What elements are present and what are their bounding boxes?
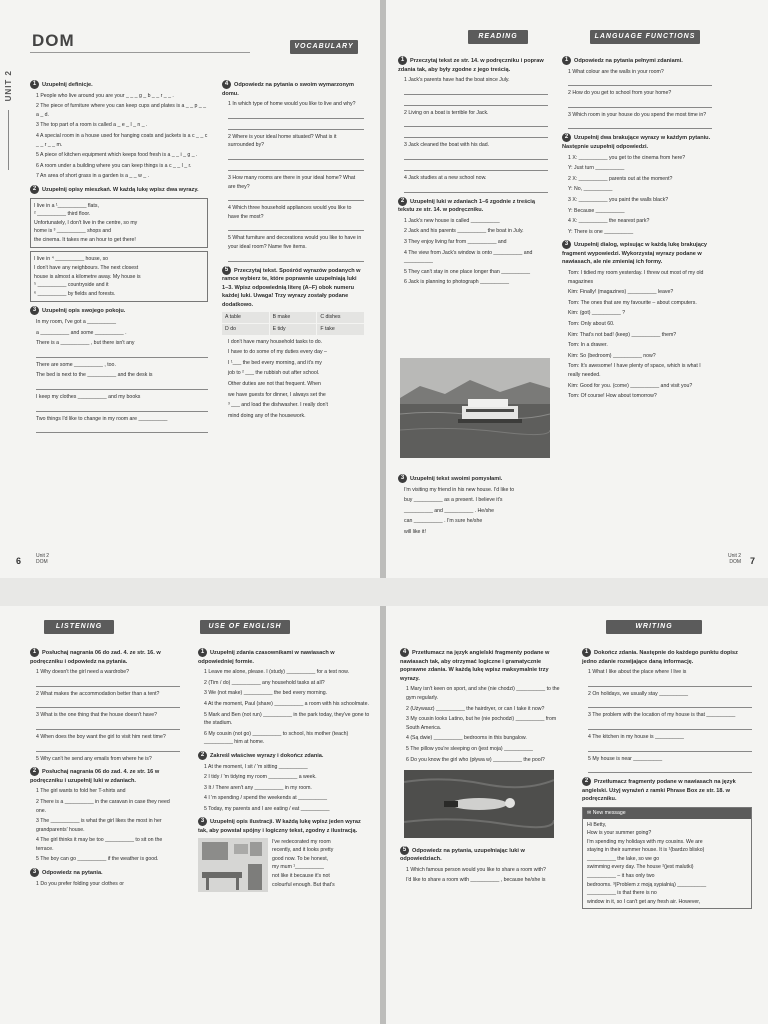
email-line: staying in their summer house. It is ¹(bardzo blisko) <box>587 847 705 854</box>
exercise-5-instruction: 5 Przeczytaj tekst. Spośród wyrazów podanych w ramce wybierz te, które poprawnie uzupełniają luki 1–3. Wpisz odpowiednią literę (A–F) obok numeru każdej luki. Uwaga! Trzy wyrazy zostały podane dodatkowo. <box>222 266 361 308</box>
answer-line[interactable] <box>36 382 208 390</box>
writing-ex2-instruction: 2 Przetłumacz fragmenty podane w nawiasach na język angielski. Użyj wyrażeń z ramki Phrase Box ze str. 18. w podręczniku. <box>582 778 736 803</box>
exercise-line[interactable]: 6 A room under a building where you can keep things is a c _ _ l _ r. <box>36 162 192 169</box>
question: 1 Which famous person would you like to share a room with? <box>406 866 546 873</box>
answer-line[interactable] <box>36 700 180 708</box>
folio: Unit 2 DOM <box>36 553 50 565</box>
lf-ex1-instruction: 1 Odpowiedz na pytania pełnymi zdaniami. <box>562 56 712 66</box>
sentence[interactable]: 2 I tidy / 'm tidying my room __________ a week. <box>204 774 317 781</box>
sentence: 2 Living on a boat is terrible for Jack. <box>404 109 489 116</box>
question: 1 Why doesn't the girl need a wardrobe? <box>36 669 129 676</box>
sentence[interactable]: 4 At the moment, Paul (share) __________ a room with his schoolmate. <box>204 700 369 707</box>
sentence[interactable]: 4 The kitchen in my house is __________ <box>588 733 684 740</box>
dialogue-line: Tom: In a drawer. <box>568 342 608 349</box>
unit-side-label: UNIT 2 <box>4 70 13 102</box>
dialogue-line[interactable]: 1 X: __________ you get to the cinema from here? <box>568 154 686 161</box>
box-line[interactable]: I live in a ¹__________ flats, <box>34 202 99 209</box>
sentence[interactable]: 2 (Używasz) __________ the hairdryer, or can I take it now? <box>406 705 545 712</box>
option: E tidy <box>270 324 317 335</box>
sentence[interactable]: 5 They can't stay in one place longer than __________ <box>404 268 531 275</box>
email-line: Hi Betty, <box>587 821 607 828</box>
writing-ex1-instruction: 1 Dokończ zdania. Następnie do każdego punktu dopisz jedno zdanie rozwijające daną informację. <box>582 649 738 665</box>
unit-side-rule <box>8 110 9 170</box>
exercise-line[interactable]: 3 The top part of a room is called a _ e _ l _ n _ . <box>36 122 148 129</box>
reading-ex3-instruction: 3 Uzupełnij tekst swoimi pomysłami. <box>398 474 548 484</box>
dialogue-line[interactable]: Kim: (got) __________ ? <box>568 310 626 317</box>
text-line: colourful enough. But that's <box>272 881 335 888</box>
uoe-ex3-body <box>198 838 370 892</box>
question: 5 Why can't he send any emails from where he is? <box>36 755 152 762</box>
email-line: window in it, so I can't get any fresh air. However, <box>587 898 701 905</box>
answer-line[interactable] <box>36 744 180 752</box>
exercise-line[interactable]: 7 An area of short grass in a garden is a _ _ w _ . <box>36 173 150 180</box>
exercise-line[interactable]: Two things I'd like to change in my room are __________ <box>36 415 168 422</box>
answer-line[interactable] <box>404 119 548 127</box>
page9-right-column <box>582 644 752 909</box>
text-line: I've redecorated my room <box>272 838 331 845</box>
sentence[interactable]: 1 Jack's new house is called __________ <box>404 217 500 224</box>
page-title: DOM <box>32 31 75 50</box>
text-line: good now. To be honest, <box>272 855 329 862</box>
answer-line[interactable] <box>404 185 548 193</box>
dialogue-line[interactable]: Kim: Good for you. (come) __________ and visit you? <box>568 382 693 389</box>
text-line[interactable]: ³ ___ and load the dishwasher. I really don't <box>228 402 328 409</box>
sentence[interactable]: I'd like to share a room with __________ , because he/she is <box>406 877 546 884</box>
exercise-line[interactable]: I keep my clothes __________ and my books <box>36 393 141 400</box>
answer-line[interactable] <box>568 78 712 86</box>
uoe-ex3-text <box>272 838 335 892</box>
reading-banner: READING <box>468 30 528 44</box>
exercise-3-instruction: 3 Uzupełnij opis swojego pokoju. <box>30 306 208 316</box>
answer-line[interactable] <box>568 121 712 129</box>
answer-line[interactable] <box>404 130 548 138</box>
option: C dishes <box>317 312 364 323</box>
uoe-ex4-instruction: 4 Przetłumacz na język angielski fragmenty podane w nawiasach tak, aby otrzymać logiczne i gramatycznie poprawne zdania. W każdą lukę wpisz maksymalnie trzy wyrazy. <box>400 649 550 682</box>
dialogue-line: Tom: Only about 60. <box>568 321 615 328</box>
exercise-line[interactable]: 4 A special room in a house used for hanging coats and jackets is a c _ _ c _ _ r _ _ m. <box>36 132 208 148</box>
sentence: 4 Jack studies at a new school now. <box>404 174 487 181</box>
text-line: mind doing any of the housework. <box>228 412 306 419</box>
sentence[interactable]: 6 My cousin (not go) __________ to school, his mother (teach) __________ him at home. <box>204 730 349 746</box>
sentence: 1 Jack's parents have had the boat since July. <box>404 77 510 84</box>
option: A table <box>222 312 269 323</box>
sentence[interactable]: 3 They enjoy living far from __________ and <box>404 238 507 245</box>
sentence[interactable]: 5 Mark and Ben (not run) __________ in the park today, they've gone to the stadium. <box>204 711 370 727</box>
page-number: 6 <box>16 556 22 566</box>
mail-icon: ✉ <box>587 809 593 816</box>
question: 2 What makes the accommodation better than a tent? <box>36 690 160 697</box>
page9-left-column <box>400 644 560 887</box>
sentence[interactable]: 1 At the moment, I sit / 'm sitting __________ <box>204 763 308 770</box>
text-line[interactable]: my mum ¹__________ <box>272 864 324 871</box>
page7-left-column <box>398 52 548 289</box>
answer-line[interactable] <box>588 700 752 708</box>
lf-ex3-instruction: 3 Uzupełnij dialog, wpisując w każdą lukę brakujący fragment wypowiedzi. Wykorzystaj wyrazy podane w nawiasach, ale nie zmieniaj ich formy. <box>562 241 708 266</box>
answer-line[interactable] <box>588 765 752 773</box>
exercise-line[interactable]: The bed is next to the __________ and the desk is <box>36 372 153 379</box>
text-line[interactable]: __________ and __________ . He/she <box>404 507 494 514</box>
exercise-4-instruction: 4 Odpowiedz na pytania o swoim wymarzonym domu. <box>222 81 354 97</box>
text-line: will like it! <box>404 528 426 535</box>
text-line: I don't have many household tasks to do. <box>228 338 323 345</box>
answer-line[interactable] <box>228 193 364 201</box>
answer-line[interactable] <box>36 350 208 358</box>
sentence[interactable]: 6 Jack is planning to photograph __________ <box>404 279 509 286</box>
sentence: 3 Jack cleaned the boat with his dad. <box>404 142 490 149</box>
email-line[interactable]: __________ – it has only two <box>587 873 655 880</box>
box-line[interactable]: I live in ⁴ __________ house, so <box>34 256 109 263</box>
option: B make <box>270 312 317 323</box>
text-line[interactable]: can __________ . I'm sure he/she <box>404 518 483 525</box>
room-illustration <box>198 838 268 892</box>
email-header-label: New message <box>592 809 626 816</box>
sentence[interactable]: 3 The __________ is what the girl likes the most in her grandparents' house. <box>36 818 162 833</box>
question: 4 Which three household appliances would you like to have the most? <box>228 205 352 220</box>
sentence[interactable]: 3 My cousin looks Latino, but he (nie pochodzi) __________ from South America. <box>406 716 557 731</box>
email-line[interactable]: __________ is that there is no <box>587 890 657 897</box>
page-9 <box>386 606 768 1024</box>
lf-ex2-instruction: 2 Uzupełnij dwa brakujące wyrazy w każdym pytaniu. Następnie uzupełnij odpowiedzi. <box>562 134 711 150</box>
dialogue-line[interactable]: Kim: So (bedroom) __________ now? <box>568 352 656 359</box>
title-rule <box>30 52 250 53</box>
box-line: house is almost a kilometre away. My house is <box>34 273 141 280</box>
page-8 <box>0 606 380 1024</box>
answer-line[interactable] <box>228 223 364 231</box>
exercise-line[interactable]: 5 A piece of kitchen equipment which keeps food fresh is a _ _ i _ g _ . <box>36 152 198 159</box>
text-line: I have to do some of my duties every day – <box>228 349 327 356</box>
box-line: Unfortunately, I don't live in the centre, so my <box>34 219 138 226</box>
uoe-ex1-instruction: 1 Uzupełnij zdania czasownikami w nawiasach w odpowiedniej formie. <box>198 649 335 665</box>
email-line[interactable]: __________ the lake, so we go <box>587 855 660 862</box>
sentence[interactable]: 1 What I like about the place where I live is <box>588 669 687 676</box>
sentence[interactable]: 5 My house is near __________ <box>588 755 663 762</box>
exercise-line[interactable]: 1 People who live around you are your _ _ _ g _ b _ _ r _ _ . <box>36 92 174 99</box>
option: F take <box>317 324 364 335</box>
question: 3 Which room in your house do you spend the most time in? <box>568 111 707 118</box>
language-functions-banner: LANGUAGE FUNCTIONS <box>590 30 700 44</box>
answer-line[interactable] <box>36 404 208 412</box>
sentence[interactable]: 4 I 'm spending / spend the weekends at __________ <box>204 795 327 802</box>
word-options-box <box>222 312 364 334</box>
sentence[interactable]: 3 The problem with the location of my house is that __________ <box>588 712 736 719</box>
sentence[interactable]: 5 Today, my parents and I are eating / eat __________ <box>204 805 330 812</box>
email-body <box>583 819 751 909</box>
houseboat-photo <box>400 358 550 458</box>
box-line: the cinema. It takes me an hour to get there! <box>34 236 136 243</box>
question: 2 How do you get to school from your home? <box>568 90 672 97</box>
text-line: I'm visiting my friend in his new house. I'd like to <box>404 486 515 493</box>
answer-line[interactable] <box>228 163 364 171</box>
sentence[interactable]: 4 (Są dwie) __________ bedrooms in this bungalow. <box>406 735 527 742</box>
vocabulary-banner: VOCABULARY <box>290 40 358 54</box>
dialogue-line[interactable]: 4 X: __________ the nearest park? <box>568 218 650 225</box>
question: 3 What is the one thing that the house doesn't have? <box>36 712 157 719</box>
email-box <box>582 807 752 910</box>
dialogue-line[interactable]: 2 X: __________ parents out at the moment? <box>568 175 673 182</box>
page-spread-divider <box>0 578 768 606</box>
sentence[interactable]: 1 The girl wants to fold her T-shirts and <box>36 788 126 795</box>
reading-ex3 <box>398 470 548 539</box>
text-line[interactable]: buy __________ as a present. I believe it's <box>404 497 503 504</box>
swimmer-photo <box>404 770 554 838</box>
use-of-english-banner: USE OF ENGLISH <box>200 620 290 634</box>
email-line: I'm spending my holidays with my cousins. We are <box>587 838 703 845</box>
text-line: we have guests for dinner, I always set the <box>228 391 326 398</box>
text-line: not like it because it's not <box>272 873 330 880</box>
answer-line[interactable] <box>228 111 364 119</box>
text-line: recently, and it looks pretty <box>272 847 334 854</box>
exercise-line[interactable]: There are some __________ , too. <box>36 361 116 368</box>
dialogue-line: Tom: Of course! How about tomorrow? <box>568 393 657 400</box>
answer-line[interactable] <box>404 152 548 160</box>
sentence[interactable]: 1 Mary isn't keen on sport, and she (nie chodzi) __________ to the gym regularly. <box>406 686 560 701</box>
listening-ex2-instruction: 2 Posłuchaj nagrania 06 do zad. 4. ze str. 16 w podręczniku i uzupełnij luki w zdaniach. <box>30 768 160 784</box>
reading-ex2-instruction: 2 Uzupełnij luki w zdaniach 1–6 zgodnie z treścią tekstu ze str. 14. w podręczniku. <box>398 197 535 214</box>
exercise-line[interactable]: a __________ and some __________ . <box>36 329 127 336</box>
answer-line[interactable] <box>588 744 752 752</box>
answer-line[interactable] <box>568 100 712 108</box>
sentence[interactable]: 5 The boy can go __________ if the weather is good. <box>36 856 159 863</box>
text-line[interactable]: job to ² ___ the rubbish out after school. <box>228 370 320 377</box>
page8-right-column <box>198 644 370 892</box>
uoe-ex3-instruction: 3 Uzupełnij opis ilustracji. W każdą lukę wpisz jeden wyraz tak, aby powstał spójny i logiczny tekst, zgodny z ilustracją. <box>198 818 361 835</box>
dialogue-line[interactable]: Kim: Finally! (magazines) __________ leave? <box>568 289 674 296</box>
sentence[interactable]: 1 Leave me alone, please. I (study) __________ for a test now. <box>204 669 350 676</box>
box-line[interactable]: home is ³ __________ shops and <box>34 228 112 235</box>
text-line: Other duties are not that frequent. When <box>228 381 321 388</box>
text-line[interactable]: I ¹___ the bed every morning, and it's my <box>228 359 322 366</box>
exercise-line[interactable]: 2 The piece of furniture where you can keep cups and plates is a _ _ p _ _ a _ d. <box>36 103 207 118</box>
answer-line[interactable] <box>36 425 208 433</box>
sentence[interactable]: 2 Jack and his parents __________ the boat in July. <box>404 228 524 235</box>
page6-right-column <box>222 76 364 422</box>
box-line: I don't have any neighbours. The next closest <box>34 265 139 272</box>
answer-line[interactable] <box>228 122 364 130</box>
houseboat-illustration <box>400 358 550 458</box>
answer-line[interactable] <box>404 98 548 106</box>
answer-line[interactable] <box>228 254 364 262</box>
option: D do <box>222 324 269 335</box>
uoe-ex5-instruction: 5 Odpowiedz na pytania, uzupełniając luki w odpowiedziach. <box>400 846 525 863</box>
exercise-line[interactable]: In my room, I've got a __________ <box>36 319 117 326</box>
flat-description-box <box>30 198 208 249</box>
page6-left-column <box>30 76 208 436</box>
writing-banner: WRITING <box>606 620 702 634</box>
question: 3 How many rooms are there in your ideal home? What are they? <box>228 174 356 190</box>
box-line[interactable]: ² __________ third floor. <box>34 211 91 218</box>
dialogue-line[interactable]: Y: No, __________ <box>568 186 613 193</box>
page8-left-column <box>30 644 180 890</box>
uoe-ex2-instruction: 2 Zakreśl właściwe wyrazy i dokończ zdania. <box>198 751 370 761</box>
answer-line[interactable] <box>228 152 364 160</box>
sentence[interactable]: 3 We (not make) __________ the bed every morning. <box>204 690 328 697</box>
page-number: 7 <box>750 556 756 566</box>
dialogue-line[interactable]: Y: Just turn __________ <box>568 165 625 172</box>
exercise-2-instruction: 2 Uzupełnij opisy mieszkań. W każdą lukę wpisz dwa wyrazy. <box>30 185 208 195</box>
listening-banner: LISTENING <box>44 620 114 634</box>
listening-ex3-instruction: 3 Odpowiedz na pytania. <box>30 868 180 878</box>
answer-line[interactable] <box>36 722 180 730</box>
sentence[interactable]: 3 It / There aren't any __________ in my room. <box>204 784 312 791</box>
email-line: How is your summer going? <box>587 830 652 837</box>
sentence[interactable]: 4 The girl thinks it may be too __________ to sit on the terrace. <box>36 837 163 852</box>
sentence[interactable]: 2 On holidays, we usually stay __________ <box>588 690 689 697</box>
answer-line[interactable] <box>404 87 548 95</box>
question: 5 What furniture and decorations would you like to have in your ideal room? Name five items. <box>228 235 362 250</box>
question: 1 What colour are the walls in your room? <box>568 68 664 75</box>
dialogue-line: Tom: I tidied my room yesterday. I threw out most of my old magazines <box>568 270 704 285</box>
email-line[interactable]: bedrooms. ³(Problem z moją sypialnią) __________ <box>587 881 707 888</box>
email-line: swimming every day. The house ²(jest malutki) <box>587 864 694 871</box>
question: 1 In which type of home would you like to live and why? <box>228 101 356 108</box>
dialogue-line: Tom: It's awesome! I have plenty of space, which is what I really needed. <box>568 363 701 378</box>
box-line[interactable]: ⁶ __________ by fields and forests. <box>34 290 116 297</box>
answer-line[interactable] <box>588 722 752 730</box>
exercise-line[interactable]: There is a __________ , but there isn't any <box>36 340 135 347</box>
question: 1 Do you prefer folding your clothes or <box>36 880 124 887</box>
box-line[interactable]: ⁵ __________ countryside and it <box>34 282 109 289</box>
listening-ex1-instruction: 1 Posłuchaj nagrania 06 do zad. 4. ze str. 16. w podręczniku i odpowiedz na pytania. <box>30 649 161 665</box>
dialogue-line[interactable]: 3 X: __________ you paint the walls black? <box>568 196 669 203</box>
sentence[interactable]: 2 (Tim / do) __________ any household tasks at all? <box>204 679 325 686</box>
dialogue-line: Tom: The ones that are my favourite – about computers. <box>568 299 697 306</box>
sentence[interactable]: 6 Do you know the girl who (pływa w) __________ the pool? <box>406 756 545 763</box>
dialogue-line[interactable]: Y: Because __________ <box>568 207 625 214</box>
answer-line[interactable] <box>36 679 180 687</box>
page7-right-column <box>562 52 712 403</box>
reading-ex1-instruction: 1 Przeczytaj tekst ze str. 14. w podręczniku i popraw zdania tak, aby były zgodne z jego treścią. <box>398 57 544 73</box>
answer-line[interactable] <box>588 679 752 687</box>
sentence[interactable]: 4 The view from Jack's window is onto __________ and __________ <box>404 249 533 265</box>
exercise-1-instruction: 1 Uzupełnij definicje. <box>30 80 208 90</box>
answer-line[interactable] <box>404 163 548 171</box>
page-7 <box>386 0 768 578</box>
sentence[interactable]: 2 There is a __________ in the caravan in case they need one. <box>36 798 170 814</box>
dialogue-line[interactable]: Y: There is one __________ <box>568 228 634 235</box>
question: 4 When does the boy want the girl to visit him next time? <box>36 733 166 740</box>
folio: Unit 2 DOM <box>728 553 742 565</box>
sentence[interactable]: 5 The pillow you're sleeping on (jest moja) __________ <box>406 745 533 752</box>
question: 2 Where is your ideal home situated? What is it surrounded by? <box>228 133 337 149</box>
house-description-box <box>30 251 208 302</box>
dialogue-line[interactable]: Kim: That's not bad! (keep) __________ them? <box>568 331 677 338</box>
email-header <box>583 808 751 819</box>
page-6 <box>0 0 380 578</box>
